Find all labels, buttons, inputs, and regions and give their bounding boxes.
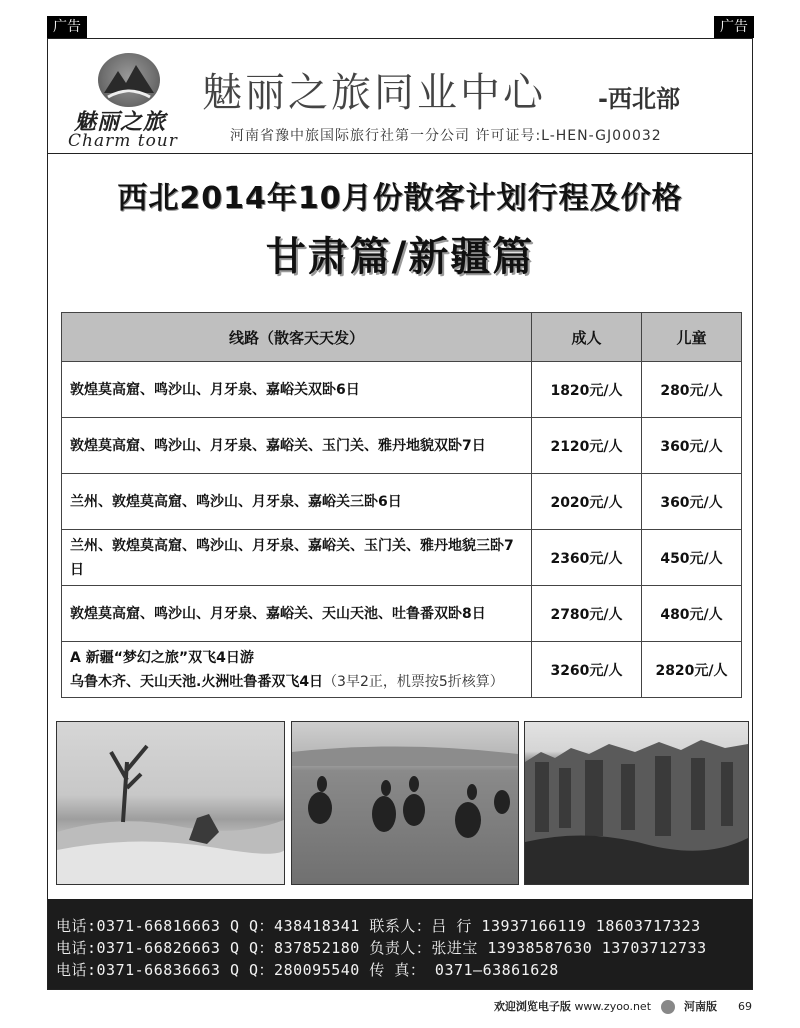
adult-price-cell: 3260元/人 — [532, 642, 642, 698]
special-route-itinerary: 乌鲁木齐、天山天池.火洲吐鲁番双飞4日 — [70, 673, 324, 690]
header-adult: 成人 — [532, 313, 642, 362]
header-divider — [48, 153, 752, 154]
company-department: -西北部 — [598, 85, 680, 113]
table-header-row — [62, 313, 742, 362]
logo-english-text: Charm tour — [68, 131, 178, 151]
contact-line: 电话:0371-66836663 Q Q：280095540 传 真： 0371—63861628 — [56, 961, 559, 979]
yardang-landform-photo — [524, 721, 749, 885]
route-cell: 敦煌莫高窟、鸣沙山、月牙泉、嘉峪关双卧6日 — [62, 362, 532, 418]
special-route-title: A 新疆“梦幻之旅”双飞4日游 — [70, 649, 254, 666]
special-route-cell — [62, 642, 532, 698]
child-price-cell: 450元/人 — [642, 530, 742, 586]
table-row — [62, 362, 742, 418]
route-cell: 兰州、敦煌莫高窟、鸣沙山、月牙泉、嘉峪关、玉门关、雅丹地貌三卧7日 — [62, 530, 532, 586]
footer-site-link[interactable]: www.zyoo.net — [574, 1000, 652, 1013]
horse-race-photo — [291, 721, 519, 885]
child-price-cell: 280元/人 — [642, 362, 742, 418]
adult-price-cell: 2780元/人 — [532, 586, 642, 642]
table-row-special — [62, 642, 742, 698]
ad-label-right: 广告 — [714, 16, 754, 38]
page-subtitle: 甘肃篇/新疆篇 — [265, 234, 535, 280]
child-price-cell: 2820元/人 — [642, 642, 742, 698]
desert-photo — [56, 721, 285, 885]
table-row — [62, 586, 742, 642]
page-title: 西北2014年10月份散客计划行程及价格 — [117, 181, 683, 216]
child-price-cell: 360元/人 — [642, 418, 742, 474]
logo-mountain-icon — [98, 53, 160, 107]
adult-price-cell: 1820元/人 — [532, 362, 642, 418]
advertisement-frame — [47, 38, 753, 990]
table-row — [62, 530, 742, 586]
adult-price-cell: 2020元/人 — [532, 474, 642, 530]
special-route-detail — [70, 670, 523, 694]
footer-browse-text: 欢迎浏览电子版 — [493, 1000, 571, 1013]
company-license-line: 河南省豫中旅国际旅行社第一分公司 许可证号:L-HEN-GJ00032 — [230, 128, 662, 144]
table-row — [62, 474, 742, 530]
footer-edition: 河南版 — [684, 1000, 718, 1013]
page-number: 69 — [738, 1000, 752, 1013]
contact-bar — [48, 899, 752, 989]
route-cell: 兰州、敦煌莫高窟、鸣沙山、月牙泉、嘉峪关三卧6日 — [62, 474, 532, 530]
page-footer — [494, 998, 752, 1014]
child-price-cell: 480元/人 — [642, 586, 742, 642]
adult-price-cell: 2120元/人 — [532, 418, 642, 474]
zyoo-logo-icon — [661, 1000, 675, 1014]
company-name: 魅丽之旅同业中心 — [202, 70, 546, 116]
table-row — [62, 418, 742, 474]
header-route: 线路（散客天天发） — [62, 313, 532, 362]
child-price-cell: 360元/人 — [642, 474, 742, 530]
company-logo — [66, 49, 191, 154]
route-cell: 敦煌莫高窟、鸣沙山、月牙泉、嘉峪关、玉门关、雅丹地貌双卧7日 — [62, 418, 532, 474]
contact-line: 电话:0371-66826663 Q Q：837852180 负责人：张进宝 13938587630 13703712733 — [56, 939, 707, 957]
header-child: 儿童 — [642, 313, 742, 362]
contact-line: 电话:0371-66816663 Q Q：438418341 联系人：吕 行 13937166119 18603717323 — [56, 917, 701, 935]
route-cell: 敦煌莫高窟、鸣沙山、月牙泉、嘉峪关、天山天池、吐鲁番双卧8日 — [62, 586, 532, 642]
adult-price-cell: 2360元/人 — [532, 530, 642, 586]
ad-label-left: 广告 — [47, 16, 87, 38]
price-table — [61, 312, 742, 698]
special-route-note: （3早2正，机票按5折核算） — [323, 673, 504, 690]
logo-chinese-text: 魅丽之旅 — [74, 109, 167, 135]
